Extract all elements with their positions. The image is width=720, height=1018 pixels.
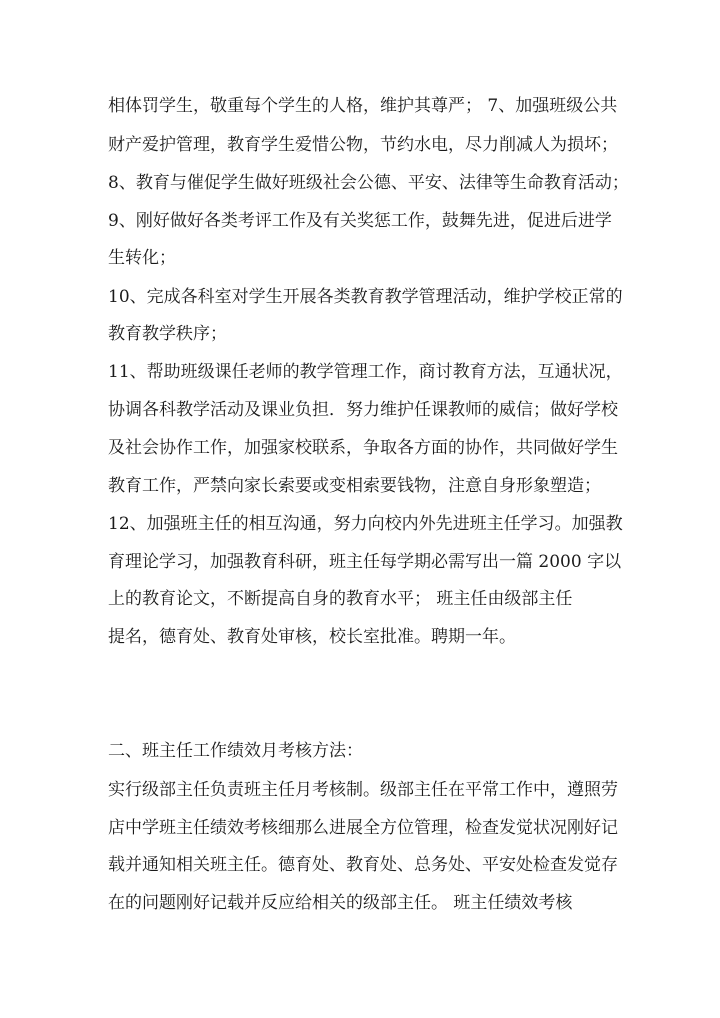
text-line: 相体罚学生，敬重每个学生的人格，维护其尊严； 7、加强班级公共 (108, 96, 618, 116)
text-line: 育理论学习，加强教育科研，班主任每学期必需写出一篇 2000 字以 (108, 552, 622, 572)
text-line: 8、教育与催促学生做好班级社会公德、平安、法律等生命教育活动； (108, 173, 629, 193)
section-heading: 二、班主任工作绩效月考核方法： (108, 741, 363, 761)
text-line: 10、完成各科室对学生开展各类教育教学管理活动，维护学校正常的 (108, 287, 623, 307)
text-line: 财产爱护管理，教育学生爱惜公物，节约水电，尽力削减人为损坏； (108, 135, 618, 155)
text-line: 载并通知相关班主任。德育处、教育处、总务处、平安处检查发觉存 (108, 855, 618, 875)
text-line: 教育工作，严禁向家长索要或变相索要钱物，注意自身形象塑造； (108, 476, 601, 496)
text-line: 12、加强班主任的相互沟通，努力向校内外先进班主任学习。加强教 (108, 514, 623, 534)
text-line: 协调各科教学活动及课业负担．努力维护任课教师的威信；做好学校 (108, 400, 618, 420)
text-line: 在的问题刚好记载并反应给相关的级部主任。 班主任绩效考核 (108, 893, 573, 913)
text-line: 及社会协作工作，加强家校联系，争取各方面的协作，共同做好学生 (108, 438, 618, 458)
text-line: 9、刚好做好各类考评工作及有关奖惩工作，鼓舞先进，促进后进学 (108, 211, 612, 231)
text-line: 提名，德育处、教育处审核，校长室批准。聘期一年。 (108, 627, 516, 647)
text-line: 上的教育论文，不断提高自身的教育水平； 班主任由级部主任 (108, 589, 573, 609)
text-line: 实行级部主任负责班主任月考核制。级部主任在平常工作中，遵照劳 (108, 780, 618, 800)
text-line: 11、帮助班级课任老师的教学管理工作，商讨教育方法，互通状况， (108, 362, 623, 382)
text-line: 教育教学秩序； (108, 324, 227, 344)
text-line: 生转化； (108, 248, 176, 268)
text-line: 店中学班主任绩效考核细那么进展全方位管理，检查发觉状况刚好记 (108, 818, 618, 838)
